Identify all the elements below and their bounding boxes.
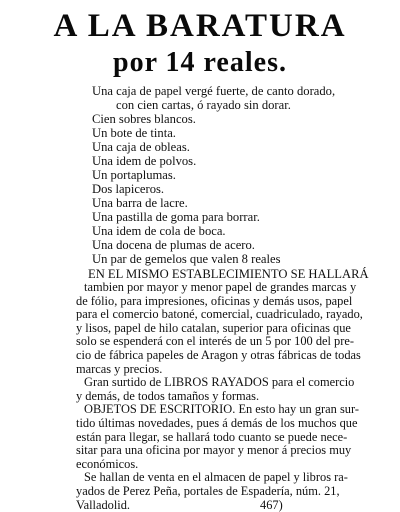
list-item: Una pastilla de goma para borrar. [8, 210, 392, 224]
list-item: Una docena de plumas de acero. [8, 238, 392, 252]
text-line: y demás, de todos tamaños y formas. [76, 390, 386, 404]
text-line: sitar para una oficina por mayor y menor á precios muy [76, 444, 386, 458]
list-item: Una idem de polvos. [8, 154, 392, 168]
list-item: Una caja de obleas. [8, 140, 392, 154]
page-subtitle: por 14 reales. [8, 48, 392, 78]
text-line: OBJETOS DE ESCRITORIO. En esto hay un gran sur- [76, 403, 386, 417]
paragraph-books [76, 376, 386, 403]
text-line: Se hallan de venta en el almacen de papel y libros ra- [76, 471, 386, 485]
list-item: Un portaplumas. [8, 168, 392, 182]
text-line: están para llegar, se hallará todo cuanto se puede nece- [76, 431, 386, 445]
text-line: Gran surtido de LIBROS RAYADOS para el comercio [76, 376, 386, 390]
list-item: Un bote de tinta. [8, 126, 392, 140]
paragraph-sales [76, 471, 386, 498]
text-line: económicos. [76, 458, 386, 472]
text-line: cio de fábrica papeles de Aragon y otras fábricas de todas [76, 349, 386, 363]
paragraph-paper [76, 281, 386, 376]
text-line: y lisos, papel de hilo catalan, superior para oficinas que [76, 322, 386, 336]
footer-city: Valladolid. [76, 498, 130, 512]
text-line: marcas y precios. [76, 363, 386, 377]
text-line: tambien por mayor y menor papel de grandes marcas y [76, 281, 386, 295]
text-line: para el comercio batoné, comercial, cuadriculado, rayado, [76, 308, 386, 322]
list-item: Dos lapiceros. [8, 182, 392, 196]
list-item: con cien cartas, ó rayado sin dorar. [8, 98, 392, 112]
paragraph-objects [76, 403, 386, 471]
text-line: solo se espenderá con el interés de un 5 por 100 del pre- [76, 335, 386, 349]
footer-line [76, 499, 386, 512]
list-item: Una barra de lacre. [8, 196, 392, 210]
list-item: Un par de gemelos que valen 8 reales [8, 252, 392, 266]
document-page [8, 4, 392, 470]
page-title: A LA BARATURA [8, 8, 392, 44]
footer-number: 467) [130, 499, 283, 512]
list-item: Una idem de cola de boca. [8, 224, 392, 238]
text-line: tido últimas novedades, pues á demás de los muchos que [76, 417, 386, 431]
item-list [8, 84, 392, 266]
list-item: Cien sobres blancos. [8, 112, 392, 126]
text-line: de fólio, para impresiones, oficinas y demás usos, papel [76, 295, 386, 309]
list-item: Una caja de papel vergé fuerte, de canto dorado, [8, 84, 392, 98]
text-line: yados de Perez Peña, portales de Espadería, núm. 21, [76, 485, 386, 499]
section-heading: EN EL MISMO ESTABLECIMIENTO SE HALLARÁ [8, 267, 392, 281]
